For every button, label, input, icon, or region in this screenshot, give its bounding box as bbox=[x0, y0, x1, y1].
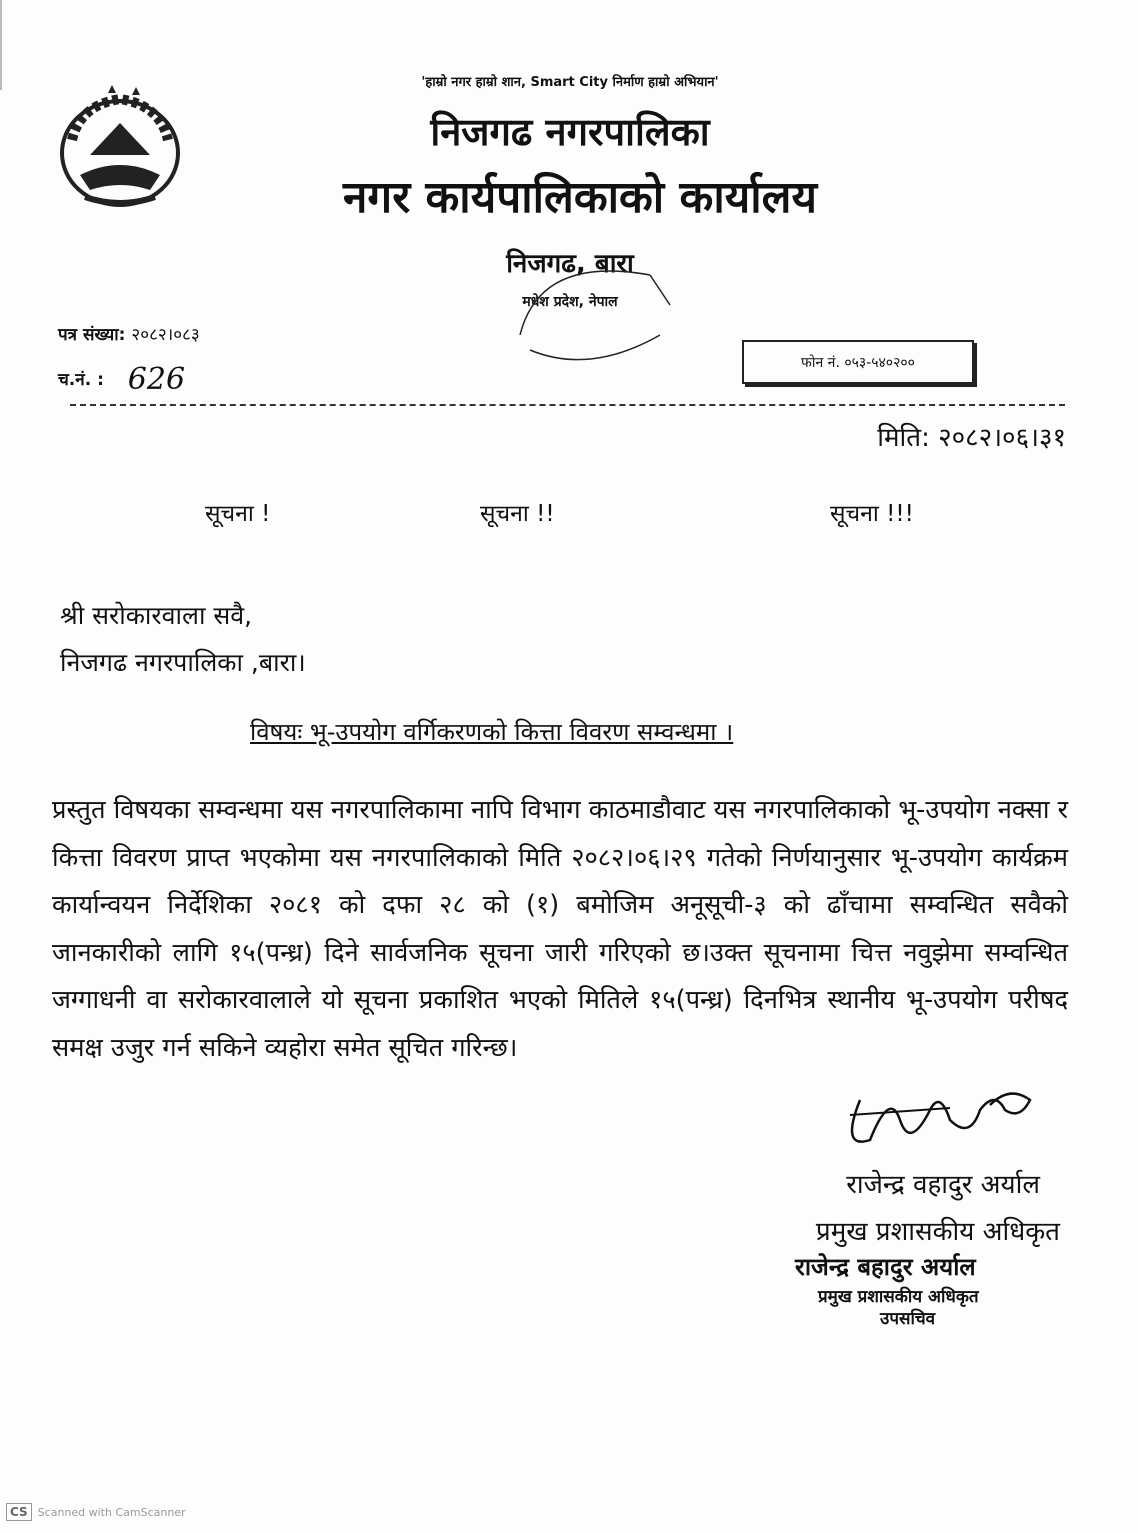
scanner-text: Scanned with CamScanner bbox=[37, 1505, 186, 1519]
nepal-emblem bbox=[50, 85, 190, 215]
office-province: मधेश प्रदेश, नेपाल bbox=[522, 294, 618, 310]
stamp-name: राजेन्द्र बहादुर अर्याल bbox=[795, 1253, 976, 1281]
camscanner-logo-icon: CS bbox=[6, 1503, 32, 1521]
letter-body: प्रस्तुत विषयका सम्वन्धमा यस नगरपालिकामा नापि विभाग काठमाडौवाट यस नगरपालिकाको भू-उपयोग नक्सा र कित्ता विवरण प्राप्त भएकोमा यस नगरपालिकाको मिति २०८२।०६।२९ गतेको निर्णयानुसार भू-उपयोग कार्यक्रम कार्यान्वयन निर्देशिका २०८१ को दफा २८ को (१) बमोजिम अनूसूची-३ को ढाँचामा सम्वन्धित सवैको जानकारीको लागि १५(पन्ध्र) दिने सार्वजनिक सूचना जारी गरिएको छ।उक्त सूचनामा चित्त नवुझेमा सम्वन्धित जग्गाधनी वा सरोकारवालाले यो सूचना प्रकाशित भएको मितिले १५(पन्ध्र) दिनभित्र स्थानीय भू-उपयोग परीषद समक्ष उजुर गर्न सकिने व्यहोरा समेत सूचित गरिन्छ। bbox=[52, 795, 1068, 1063]
notice-heading-2: सूचना !! bbox=[480, 501, 555, 527]
stamp-rank: उपसचिव bbox=[880, 1309, 936, 1329]
office-town: निजगढ, बारा bbox=[506, 249, 634, 279]
notice-heading-1: सूचना ! bbox=[205, 501, 271, 527]
handwritten-signature bbox=[830, 1080, 1040, 1160]
office-title: नगर कार्यपालिकाको कार्यालय bbox=[343, 172, 817, 223]
reference-number bbox=[58, 322, 200, 345]
municipality-title: निजगढ नगरपालिका bbox=[430, 110, 710, 154]
signatory-designation: प्रमुख प्रशासकीय अधिकृत bbox=[815, 1217, 1060, 1247]
office-seal-stamp bbox=[500, 235, 680, 385]
slogan: 'हाम्रो नगर हाम्रो शान, Smart City निर्माण हाम्रो अभियान' bbox=[421, 75, 719, 90]
addressee-line-2: निजगढ नगरपालिका ,बारा। bbox=[60, 648, 306, 677]
signatory-name: राजेन्द्र वहादुर अर्याल bbox=[846, 1170, 1040, 1200]
addressee-line-1: श्री सरोकारवाला सवै, bbox=[60, 601, 253, 630]
phone-box: फोन नं. ०५३-५४०२०० bbox=[742, 340, 974, 384]
stamp-designation: प्रमुख प्रशासकीय अधिकृत bbox=[818, 1287, 979, 1307]
notice-heading-3: सूचना !!! bbox=[830, 501, 914, 527]
ref-label: पत्र संख्या: bbox=[58, 325, 126, 345]
scan-edge bbox=[0, 0, 8, 90]
header-divider bbox=[70, 404, 1065, 406]
letter-subject: विषयः भू-उपयोग वर्गिकरणको कित्ता विवरण सम्वन्धमा । bbox=[250, 718, 734, 746]
chalan-label: च.नं. : bbox=[58, 370, 104, 390]
chalan-value: 626 bbox=[127, 362, 186, 397]
letter-date: मिति: २०८२।०६।३१ bbox=[877, 423, 1066, 453]
chalan-number bbox=[58, 358, 186, 397]
ref-value: २०८२।०८३ bbox=[131, 325, 200, 345]
scanner-watermark bbox=[6, 1503, 186, 1521]
